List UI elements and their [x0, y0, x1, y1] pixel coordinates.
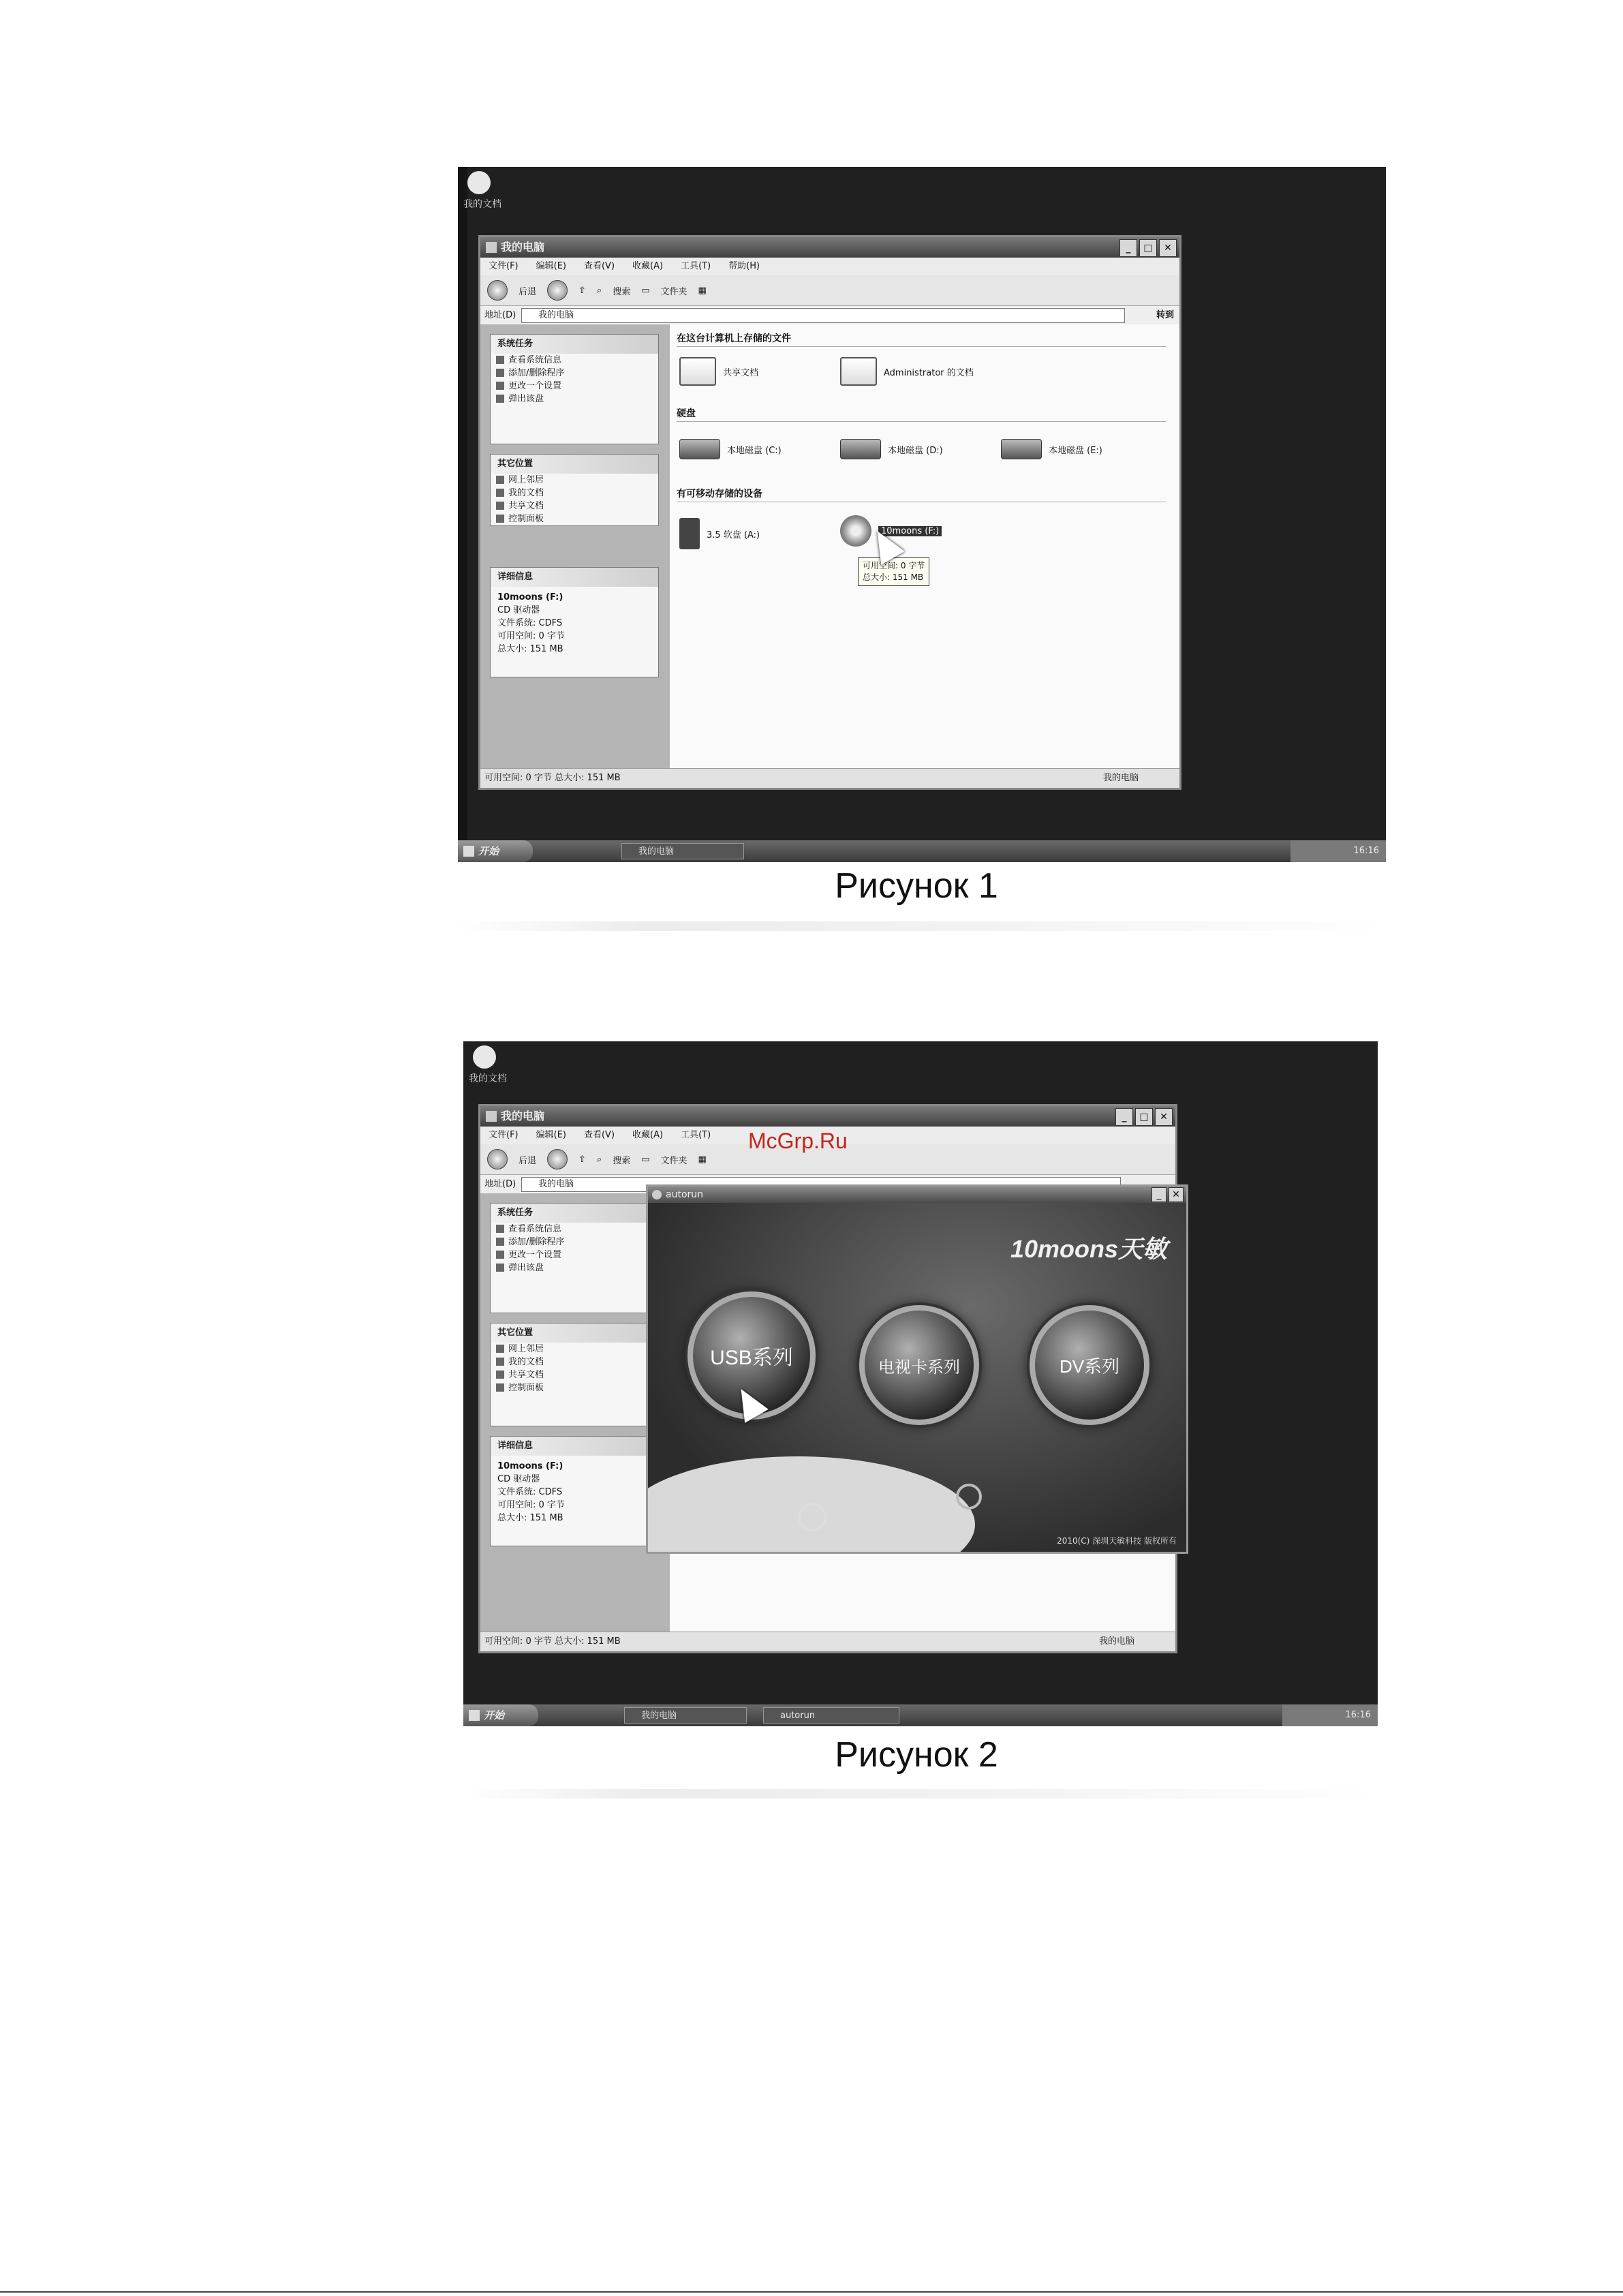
section-removable: 有可移动存储的设备	[677, 489, 762, 500]
usb-series-button[interactable]: USB系列	[687, 1291, 816, 1420]
details-free: 可用空间: 0 字节	[497, 631, 565, 641]
taskbar	[463, 1704, 1378, 1726]
scan-smudge	[463, 1789, 1378, 1798]
status-right: 我的电脑	[1098, 1636, 1134, 1647]
details-panel	[490, 567, 659, 677]
decorative-ring	[798, 1503, 826, 1531]
eject-icon	[496, 1264, 504, 1272]
task-eject-disk[interactable]: 弹出该盘	[491, 393, 658, 405]
shared-folder-icon	[496, 502, 504, 510]
details-type: CD 驱动器	[497, 605, 540, 615]
desktop-icon-label: 我的文档	[469, 1073, 507, 1084]
task-pane	[480, 324, 670, 769]
figure-2-caption: Рисунок 2	[835, 1735, 998, 1775]
task-change-setting[interactable]: 更改一个设置	[491, 380, 658, 393]
other-places-title[interactable]: 其它位置	[491, 455, 658, 474]
details-type: CD 驱动器	[497, 1474, 540, 1484]
scan-smudge	[458, 921, 1386, 931]
autorun-close-button[interactable]: ✕	[1169, 1187, 1184, 1202]
system-info-icon	[496, 1225, 504, 1233]
screen-edge	[458, 167, 467, 862]
content-area	[670, 324, 1179, 769]
place-control-panel[interactable]: 控制面板	[491, 512, 658, 525]
task-add-remove-programs[interactable]: 添加/删除程序	[491, 1236, 658, 1249]
place-control-panel[interactable]: 控制面板	[491, 1381, 658, 1394]
task-eject-disk[interactable]: 弹出该盘	[491, 1261, 658, 1274]
page-bottom-rule	[0, 2291, 1623, 2293]
menu-view[interactable]: 查看(V)	[583, 1130, 615, 1140]
folders-label[interactable]: 文件夹	[660, 286, 687, 297]
maximize-button[interactable]: □	[1139, 239, 1157, 257]
place-my-documents[interactable]: 我的文档	[491, 487, 658, 500]
back-arrow-icon[interactable]	[487, 280, 508, 301]
taskbar-item-my-computer[interactable]: 我的电脑	[621, 843, 744, 859]
forward-arrow-icon[interactable]	[547, 1149, 568, 1169]
computer-icon	[486, 242, 497, 253]
drive-e[interactable]: 本地磁盘 (E:)	[1001, 439, 1102, 459]
address-input[interactable]: 我的电脑	[521, 1177, 1121, 1192]
window-title: 我的电脑	[501, 241, 545, 254]
back-arrow-icon[interactable]	[487, 1149, 508, 1169]
start-button[interactable]: 开始	[463, 1704, 538, 1726]
details-total: 总大小: 151 MB	[497, 1513, 563, 1523]
place-network[interactable]: 网上邻居	[491, 474, 658, 487]
tv-card-series-button[interactable]: 电视卡系列	[859, 1305, 979, 1425]
network-icon	[496, 476, 504, 484]
network-icon	[496, 1345, 504, 1353]
menu-help[interactable]: 帮助(H)	[728, 261, 760, 271]
folders-icon[interactable]: ▭	[641, 285, 650, 296]
search-label[interactable]: 搜索	[613, 1155, 631, 1166]
details-filesystem: 文件系统: CDFS	[497, 1487, 563, 1497]
clock: 16:16	[1353, 846, 1379, 856]
windows-flag-icon	[469, 1710, 480, 1721]
settings-icon	[496, 382, 504, 390]
menu-favorites[interactable]: 收藏(A)	[632, 261, 664, 271]
menu-file[interactable]: 文件(F)	[489, 261, 519, 271]
drive-c[interactable]: 本地磁盘 (C:)	[679, 439, 782, 459]
autorun-body	[648, 1203, 1186, 1552]
system-tasks-title[interactable]: 系统任务	[491, 335, 658, 354]
minimize-button[interactable]: _	[1115, 1108, 1133, 1126]
section-stored-files: 在这台计算机上存储的文件	[677, 333, 791, 344]
details-name: 10moons (F:)	[497, 592, 563, 602]
windows-flag-icon	[463, 846, 474, 857]
menu-bar	[480, 258, 1179, 275]
clock: 16:16	[1345, 1710, 1371, 1720]
status-bar	[480, 1632, 1175, 1651]
details-total: 总大小: 151 MB	[497, 644, 563, 654]
control-panel-icon	[496, 515, 504, 523]
toolbar	[480, 275, 1179, 305]
figure-1-caption: Рисунок 1	[835, 866, 998, 906]
system-tasks-panel	[490, 334, 659, 444]
menu-view[interactable]: 查看(V)	[583, 261, 615, 271]
other-places-panel	[490, 1323, 659, 1426]
folder-admin-documents[interactable]: Administrator 的文档	[840, 357, 974, 386]
place-my-documents[interactable]: 我的文档	[491, 1356, 658, 1368]
minimize-button[interactable]: _	[1119, 239, 1137, 257]
address-input[interactable]: 我的电脑	[521, 308, 1125, 323]
place-shared-documents[interactable]: 共享文档	[491, 500, 658, 512]
autorun-minimize-button[interactable]: _	[1151, 1187, 1166, 1202]
eject-icon	[496, 395, 504, 403]
up-folder-icon[interactable]: ⇧	[578, 1154, 586, 1165]
floppy-drive-a[interactable]: 3.5 软盘 (A:)	[679, 518, 760, 549]
folders-icon[interactable]: ▭	[641, 1154, 650, 1165]
autorun-window	[646, 1184, 1188, 1554]
cd-drive-f[interactable]: 10moons (F:)	[840, 515, 942, 547]
taskbar	[458, 840, 1386, 862]
search-icon[interactable]: ⌕	[596, 1154, 602, 1165]
go-button[interactable]: 转到	[1156, 310, 1174, 320]
status-bar	[480, 768, 1179, 788]
autorun-app-icon	[652, 1190, 662, 1199]
decorative-ring	[956, 1484, 982, 1510]
shared-folder-icon	[496, 1371, 504, 1379]
address-bar	[480, 305, 1179, 326]
divider	[677, 346, 1166, 347]
close-button[interactable]: ✕	[1155, 1108, 1173, 1126]
window-titlebar[interactable]	[480, 1106, 1175, 1127]
other-places-title[interactable]: 其它位置	[491, 1323, 658, 1343]
menu-edit[interactable]: 编辑(E)	[536, 261, 566, 271]
place-network[interactable]: 网上邻居	[491, 1343, 658, 1356]
copyright-text: 2010(C) 深圳天敏科技 版权所有	[1057, 1536, 1177, 1546]
details-free: 可用空间: 0 字节	[497, 1500, 565, 1510]
views-icon[interactable]: ▦	[698, 1154, 707, 1165]
status-left: 可用空间: 0 字节 总大小: 151 MB	[484, 773, 621, 783]
site-watermark: McGrp.Ru	[748, 1129, 848, 1153]
details-name: 10moons (F:)	[497, 1461, 563, 1471]
my-computer-window	[478, 235, 1181, 790]
folder-shared-documents[interactable]: 共享文档	[679, 357, 758, 386]
system-tray	[1282, 1704, 1378, 1726]
up-folder-icon[interactable]: ⇧	[578, 285, 586, 296]
figure-1-screenshot	[458, 167, 1386, 862]
divider	[677, 421, 1166, 422]
taskbar-item-my-computer[interactable]: 我的电脑	[624, 1707, 747, 1724]
status-right: 我的电脑	[1102, 773, 1139, 783]
folder-icon	[679, 357, 716, 386]
system-tasks-panel	[490, 1203, 659, 1313]
settings-icon	[496, 1251, 504, 1259]
menu-tools[interactable]: 工具(T)	[681, 1130, 711, 1140]
close-button[interactable]: ✕	[1159, 239, 1177, 257]
search-label[interactable]: 搜索	[613, 286, 631, 297]
autorun-title: autorun	[666, 1189, 704, 1200]
task-view-system-info[interactable]: 查看系统信息	[491, 354, 658, 367]
maximize-button[interactable]: □	[1135, 1108, 1153, 1126]
views-icon[interactable]: ▦	[698, 285, 707, 296]
hard-drive-icon	[679, 439, 720, 459]
section-hard-drives: 硬盘	[677, 408, 696, 419]
floppy-icon	[679, 518, 700, 549]
task-change-setting[interactable]: 更改一个设置	[491, 1249, 658, 1261]
drive-d[interactable]: 本地磁盘 (D:)	[840, 439, 943, 459]
menu-file[interactable]: 文件(F)	[489, 1130, 519, 1140]
details-filesystem: 文件系统: CDFS	[497, 618, 563, 628]
details-title[interactable]: 详细信息	[491, 1437, 658, 1456]
system-tasks-title[interactable]: 系统任务	[491, 1204, 658, 1223]
taskbar-item-autorun[interactable]: autorun	[763, 1707, 899, 1724]
folders-label[interactable]: 文件夹	[660, 1155, 687, 1166]
dv-series-button[interactable]: DV系列	[1030, 1305, 1149, 1425]
back-label[interactable]: 后退	[519, 286, 537, 297]
status-left: 可用空间: 0 字节 总大小: 151 MB	[484, 1636, 621, 1647]
details-title[interactable]: 详细信息	[491, 568, 658, 587]
my-documents-desktop-icon[interactable]	[473, 1045, 496, 1069]
system-info-icon	[496, 356, 504, 364]
drive-tooltip: 可用空间: 0 字节 总大小: 151 MB	[858, 557, 929, 586]
hard-drive-icon	[1001, 439, 1042, 459]
other-places-panel	[490, 454, 659, 526]
menu-favorites[interactable]: 收藏(A)	[632, 1130, 664, 1140]
menu-edit[interactable]: 编辑(E)	[536, 1130, 566, 1140]
my-documents-desktop-icon[interactable]	[467, 171, 491, 194]
documents-icon	[496, 1358, 504, 1366]
task-pane	[480, 1193, 670, 1632]
system-tray	[1290, 840, 1386, 862]
address-label: 地址(D)	[484, 1179, 516, 1189]
figure-2-screenshot	[463, 1041, 1378, 1726]
forward-arrow-icon[interactable]	[547, 280, 568, 301]
cd-drive-icon	[840, 515, 871, 547]
computer-icon	[486, 1111, 497, 1122]
place-shared-documents[interactable]: 共享文档	[491, 1368, 658, 1381]
control-panel-icon	[496, 1383, 504, 1392]
documents-icon	[496, 489, 504, 497]
task-add-remove-programs[interactable]: 添加/删除程序	[491, 367, 658, 380]
details-panel	[490, 1436, 659, 1546]
start-button[interactable]: 开始	[458, 840, 533, 862]
desktop-icon-label: 我的文档	[463, 199, 501, 210]
folder-icon	[840, 357, 877, 386]
programs-icon	[496, 1238, 504, 1246]
back-label[interactable]: 后退	[519, 1155, 537, 1166]
hard-drive-icon	[840, 439, 881, 459]
task-view-system-info[interactable]: 查看系统信息	[491, 1223, 658, 1236]
brand-logo: 10moons天敏	[1010, 1235, 1167, 1263]
menu-tools[interactable]: 工具(T)	[681, 261, 711, 271]
autorun-titlebar[interactable]	[648, 1187, 1186, 1203]
search-icon[interactable]: ⌕	[596, 285, 602, 296]
window-titlebar[interactable]	[480, 237, 1179, 258]
window-title: 我的电脑	[501, 1109, 545, 1122]
address-label: 地址(D)	[484, 310, 516, 320]
programs-icon	[496, 369, 504, 377]
